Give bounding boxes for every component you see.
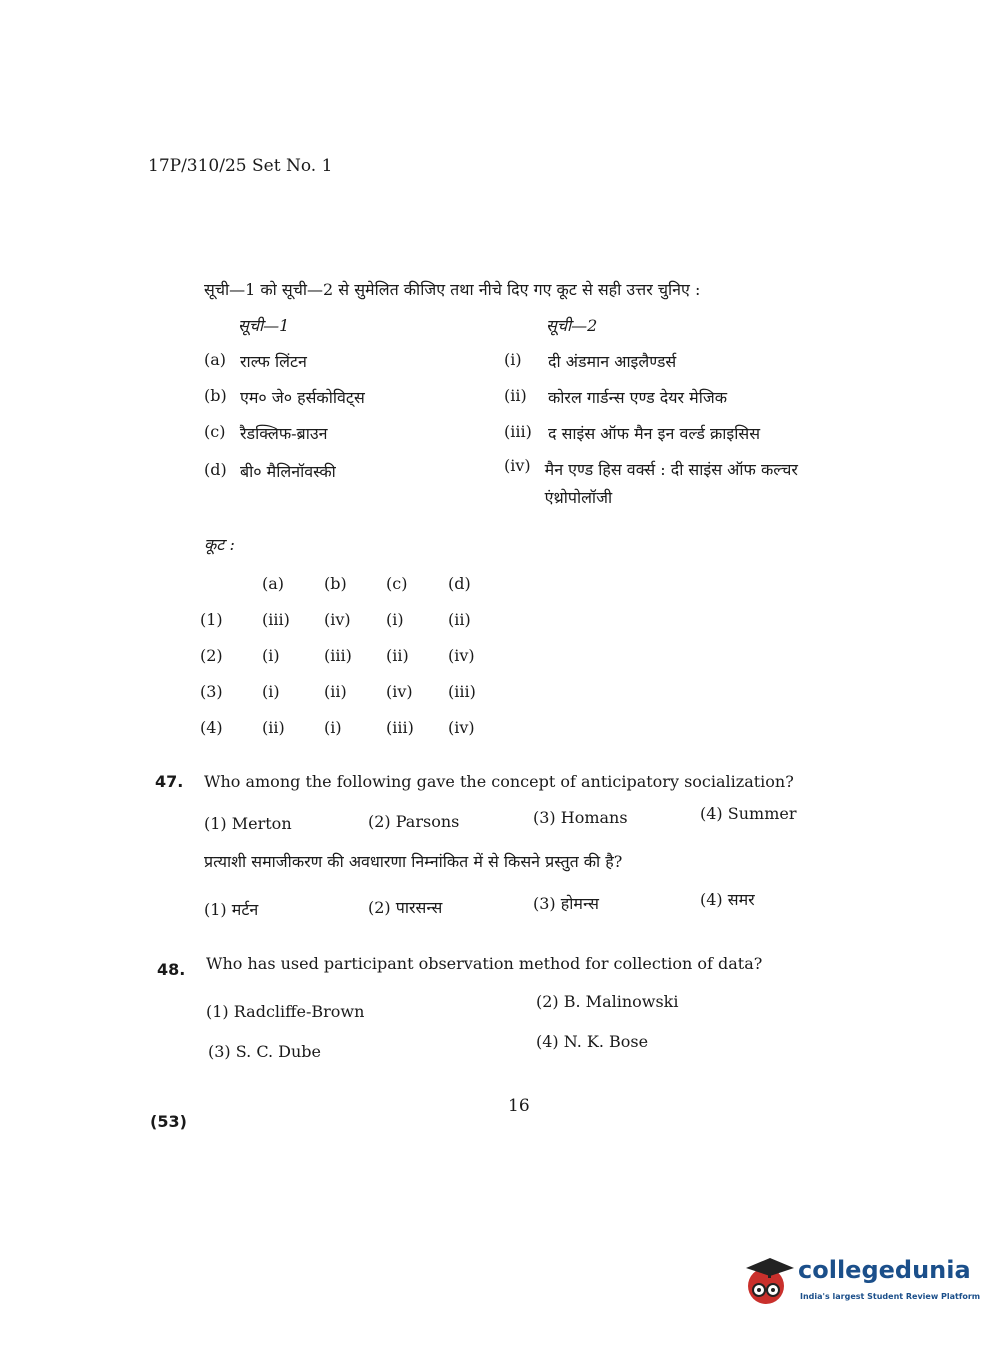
code-cell: (iii) — [448, 681, 476, 701]
question-text-en: Who among the following gave the concept of anticipatory socialization? — [204, 772, 794, 791]
code-cell: (ii) — [262, 717, 285, 737]
code-label: कूट : — [204, 535, 235, 554]
list2-title: सूची—2 — [546, 316, 598, 335]
code-cell: (ii) — [386, 645, 409, 665]
mascot-icon — [740, 1250, 796, 1314]
code-option-number: (2) — [200, 645, 223, 665]
answer-code-table — [200, 565, 510, 745]
question-number: 48. — [157, 960, 186, 979]
code-option-number: (1) — [200, 609, 223, 629]
code-header: (a) — [262, 573, 285, 593]
option: (2) Parsons — [368, 812, 460, 831]
code-cell: (i) — [386, 609, 404, 629]
code-cell: (iv) — [448, 645, 475, 665]
list1-label: (a) — [204, 350, 227, 369]
option: (1) Radcliffe-Brown — [206, 1002, 365, 1021]
code-cell: (iii) — [262, 609, 290, 629]
list1-text: एम० जे० हर्सकोविट्स — [240, 388, 365, 407]
logo-tagline: India's largest Student Review Platform — [800, 1292, 981, 1301]
question-number: 47. — [155, 772, 184, 791]
list2-text: मैन एण्ड हिस वर्क्स : दी साइंस ऑफ कल्चर एंथ्रोपोलॉजी — [544, 460, 798, 507]
code-cell: (iii) — [324, 645, 352, 665]
list2-label: (i) — [504, 350, 522, 369]
code-header: (d) — [448, 573, 471, 593]
option: (2) B. Malinowski — [536, 992, 679, 1011]
code-cell: (ii) — [448, 609, 471, 629]
list2-label: (iv) — [504, 456, 531, 475]
option: (4) Summer — [700, 804, 797, 823]
list1-label: (c) — [204, 422, 226, 441]
code-header: (c) — [386, 573, 408, 593]
option: (4) N. K. Bose — [536, 1032, 649, 1051]
list2-item — [504, 350, 676, 372]
list1-text: बी० मैलिनॉवस्की — [240, 462, 336, 481]
page-number: 16 — [508, 1096, 530, 1116]
code-row — [200, 673, 510, 709]
option: (4) समर — [700, 890, 755, 909]
list2-item — [504, 456, 804, 512]
code-cell: (iv) — [324, 609, 351, 629]
option: (3) Homans — [533, 808, 628, 827]
option: (3) S. C. Dube — [208, 1042, 321, 1061]
list1-label: (d) — [204, 460, 227, 479]
list2-item — [504, 386, 727, 408]
paper-code-header: 17P/310/25 Set No. 1 — [148, 156, 333, 176]
code-row — [200, 601, 510, 637]
list2-text: द साइंस ऑफ मैन इन वर्ल्ड क्राइसिस — [548, 424, 761, 443]
code-cell: (iv) — [386, 681, 413, 701]
list1-text: रैडक्लिफ-ब्राउन — [240, 424, 328, 443]
booklet-code: (53) — [150, 1112, 187, 1131]
code-cell: (i) — [262, 681, 280, 701]
code-header: (b) — [324, 573, 347, 593]
list2-item — [504, 422, 760, 444]
question-text-hi: प्रत्याशी समाजीकरण की अवधारणा निम्नांकित में से किसने प्रस्तुत की है? — [204, 852, 623, 871]
list1-title: सूची—1 — [238, 316, 290, 335]
list2-text: दी अंडमान आइलैण्डर्स — [548, 352, 677, 371]
code-row — [200, 637, 510, 673]
code-cell: (iii) — [386, 717, 414, 737]
collegedunia-logo — [740, 1250, 981, 1314]
code-cell: (i) — [324, 717, 342, 737]
code-cell: (ii) — [324, 681, 347, 701]
list1-item — [204, 350, 307, 372]
code-row — [200, 709, 510, 745]
logo-wordmark: collegedunia — [798, 1256, 971, 1284]
list1-text: राल्फ लिंटन — [240, 352, 307, 371]
list1-item — [204, 422, 328, 444]
code-cell: (iv) — [448, 717, 475, 737]
list2-text: कोरल गार्डन्स एण्ड देयर मेजिक — [548, 388, 728, 407]
list2-label: (iii) — [504, 422, 532, 441]
option: (3) होमन्स — [533, 894, 599, 913]
option: (1) मर्टन — [204, 900, 259, 919]
code-option-number: (3) — [200, 681, 223, 701]
option: (1) Merton — [204, 814, 292, 833]
list2-label: (ii) — [504, 386, 527, 405]
code-cell: (i) — [262, 645, 280, 665]
list1-label: (b) — [204, 386, 227, 405]
question-text-en: Who has used participant observation method for collection of data? — [206, 954, 763, 973]
code-header-row — [200, 565, 510, 601]
code-option-number: (4) — [200, 717, 223, 737]
list1-item — [204, 386, 365, 408]
option: (2) पारसन्स — [368, 898, 443, 917]
list1-item — [204, 460, 336, 482]
match-instruction: सूची—1 को सूची—2 से सुमेलित कीजिए तथा नीचे दिए गए कूट से सही उत्तर चुनिए : — [204, 280, 701, 299]
